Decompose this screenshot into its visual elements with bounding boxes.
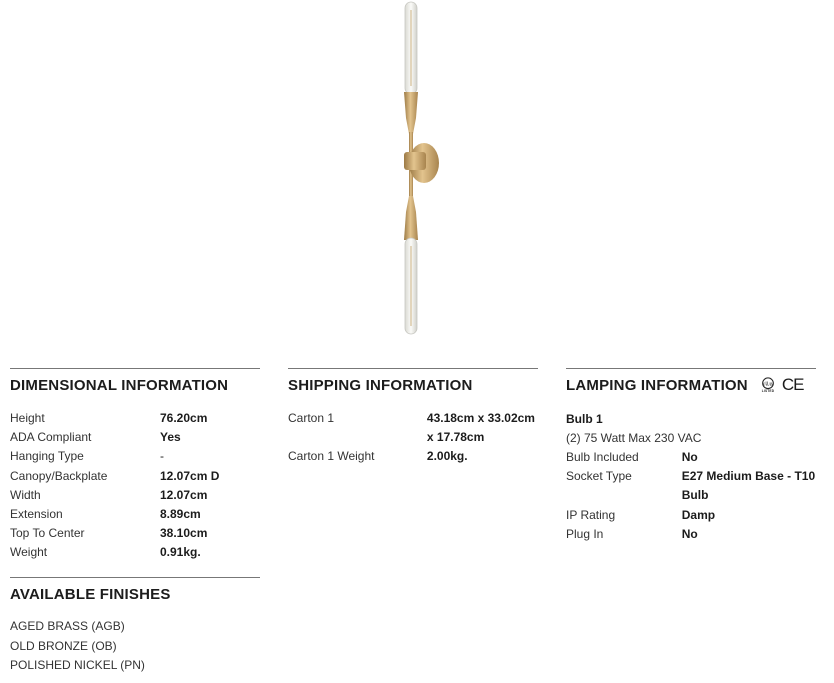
bottom-bulb <box>405 238 417 334</box>
dimensional-section <box>10 368 260 563</box>
spec-label: Carton 1 <box>288 411 335 425</box>
bulb-title: Bulb 1 <box>566 412 603 426</box>
spec-value: Yes <box>160 430 181 445</box>
spec-label: Plug In <box>566 526 604 541</box>
finish-list <box>10 617 260 676</box>
ul-listed-icon <box>758 377 778 393</box>
spec-row <box>288 447 538 466</box>
spec-value: 12.07cm <box>160 487 208 502</box>
finishes-section <box>10 577 260 676</box>
lamping-title-row <box>566 375 816 395</box>
ul-sub-text: LISTED <box>761 389 775 394</box>
spec-label: Bulb Included <box>566 450 639 464</box>
spec-label: Canopy/Backplate <box>10 468 108 483</box>
spec-row <box>10 467 260 486</box>
finish-item: OLD BRONZE (OB) <box>10 638 117 653</box>
finish-item: AGED BRASS (AGB) <box>10 619 125 633</box>
spec-value: 0.91kg. <box>160 545 201 560</box>
spec-label: Extension <box>10 507 63 522</box>
spec-row <box>10 543 260 562</box>
divider <box>10 368 260 369</box>
lamping-section <box>566 368 816 544</box>
spec-value: No <box>681 450 698 464</box>
spec-value: 76.20cm <box>160 411 208 425</box>
spec-row <box>566 506 816 525</box>
spec-row <box>10 447 260 466</box>
spec-row <box>10 486 260 505</box>
product-image <box>380 0 460 340</box>
spec-label: Socket Type <box>566 469 632 484</box>
dimensional-table <box>10 409 260 563</box>
spec-value: 38.10cm <box>160 526 208 541</box>
spec-row <box>10 428 260 447</box>
spec-row <box>566 448 816 467</box>
shipping-table <box>288 409 538 467</box>
top-bulb <box>405 2 417 94</box>
spec-value: Damp <box>681 507 716 522</box>
spec-value: No <box>681 526 698 541</box>
spec-label: ADA Compliant <box>10 430 92 445</box>
top-socket <box>404 92 418 134</box>
spec-value: 8.89cm <box>160 507 201 522</box>
spec-value: 12.07cm D <box>160 468 220 483</box>
spec-label: Top To Center <box>10 526 85 541</box>
certification-logos <box>758 375 804 395</box>
dimensional-title: DIMENSIONAL INFORMATION <box>10 376 229 394</box>
divider <box>288 368 538 369</box>
bulb-description: (2) 75 Watt Max 230 VAC <box>566 431 702 445</box>
bottom-socket <box>404 196 418 240</box>
spec-row <box>10 409 260 428</box>
spec-row <box>10 524 260 543</box>
divider <box>10 577 260 578</box>
finish-item: POLISHED NICKEL (PN) <box>10 658 145 673</box>
shipping-section <box>288 368 538 467</box>
spec-label: IP Rating <box>566 507 616 522</box>
spec-label: Weight <box>10 545 48 560</box>
spec-label: Carton 1 Weight <box>288 449 375 464</box>
ul-text: c UL us <box>763 381 773 388</box>
shipping-title: SHIPPING INFORMATION <box>288 376 473 394</box>
lamping-title: LAMPING INFORMATION <box>566 376 748 394</box>
spec-label: Width <box>10 487 41 502</box>
spec-label: Hanging Type <box>10 449 84 464</box>
spec-row <box>566 525 816 544</box>
ce-mark-icon: CE <box>781 375 804 394</box>
finishes-title: AVAILABLE FINISHES <box>10 585 171 603</box>
divider <box>566 368 816 369</box>
spec-row <box>566 467 816 505</box>
spec-row <box>288 409 538 447</box>
spec-row <box>10 505 260 524</box>
spec-value: - <box>160 449 164 464</box>
spec-value: 2.00kg. <box>426 449 468 464</box>
spec-value: E27 Medium Base - T10 Bulb <box>681 469 816 503</box>
spec-label: Height <box>10 411 45 425</box>
spec-value: 43.18cm x 33.02cm x 17.78cm <box>426 411 535 445</box>
lamping-table <box>566 409 816 544</box>
